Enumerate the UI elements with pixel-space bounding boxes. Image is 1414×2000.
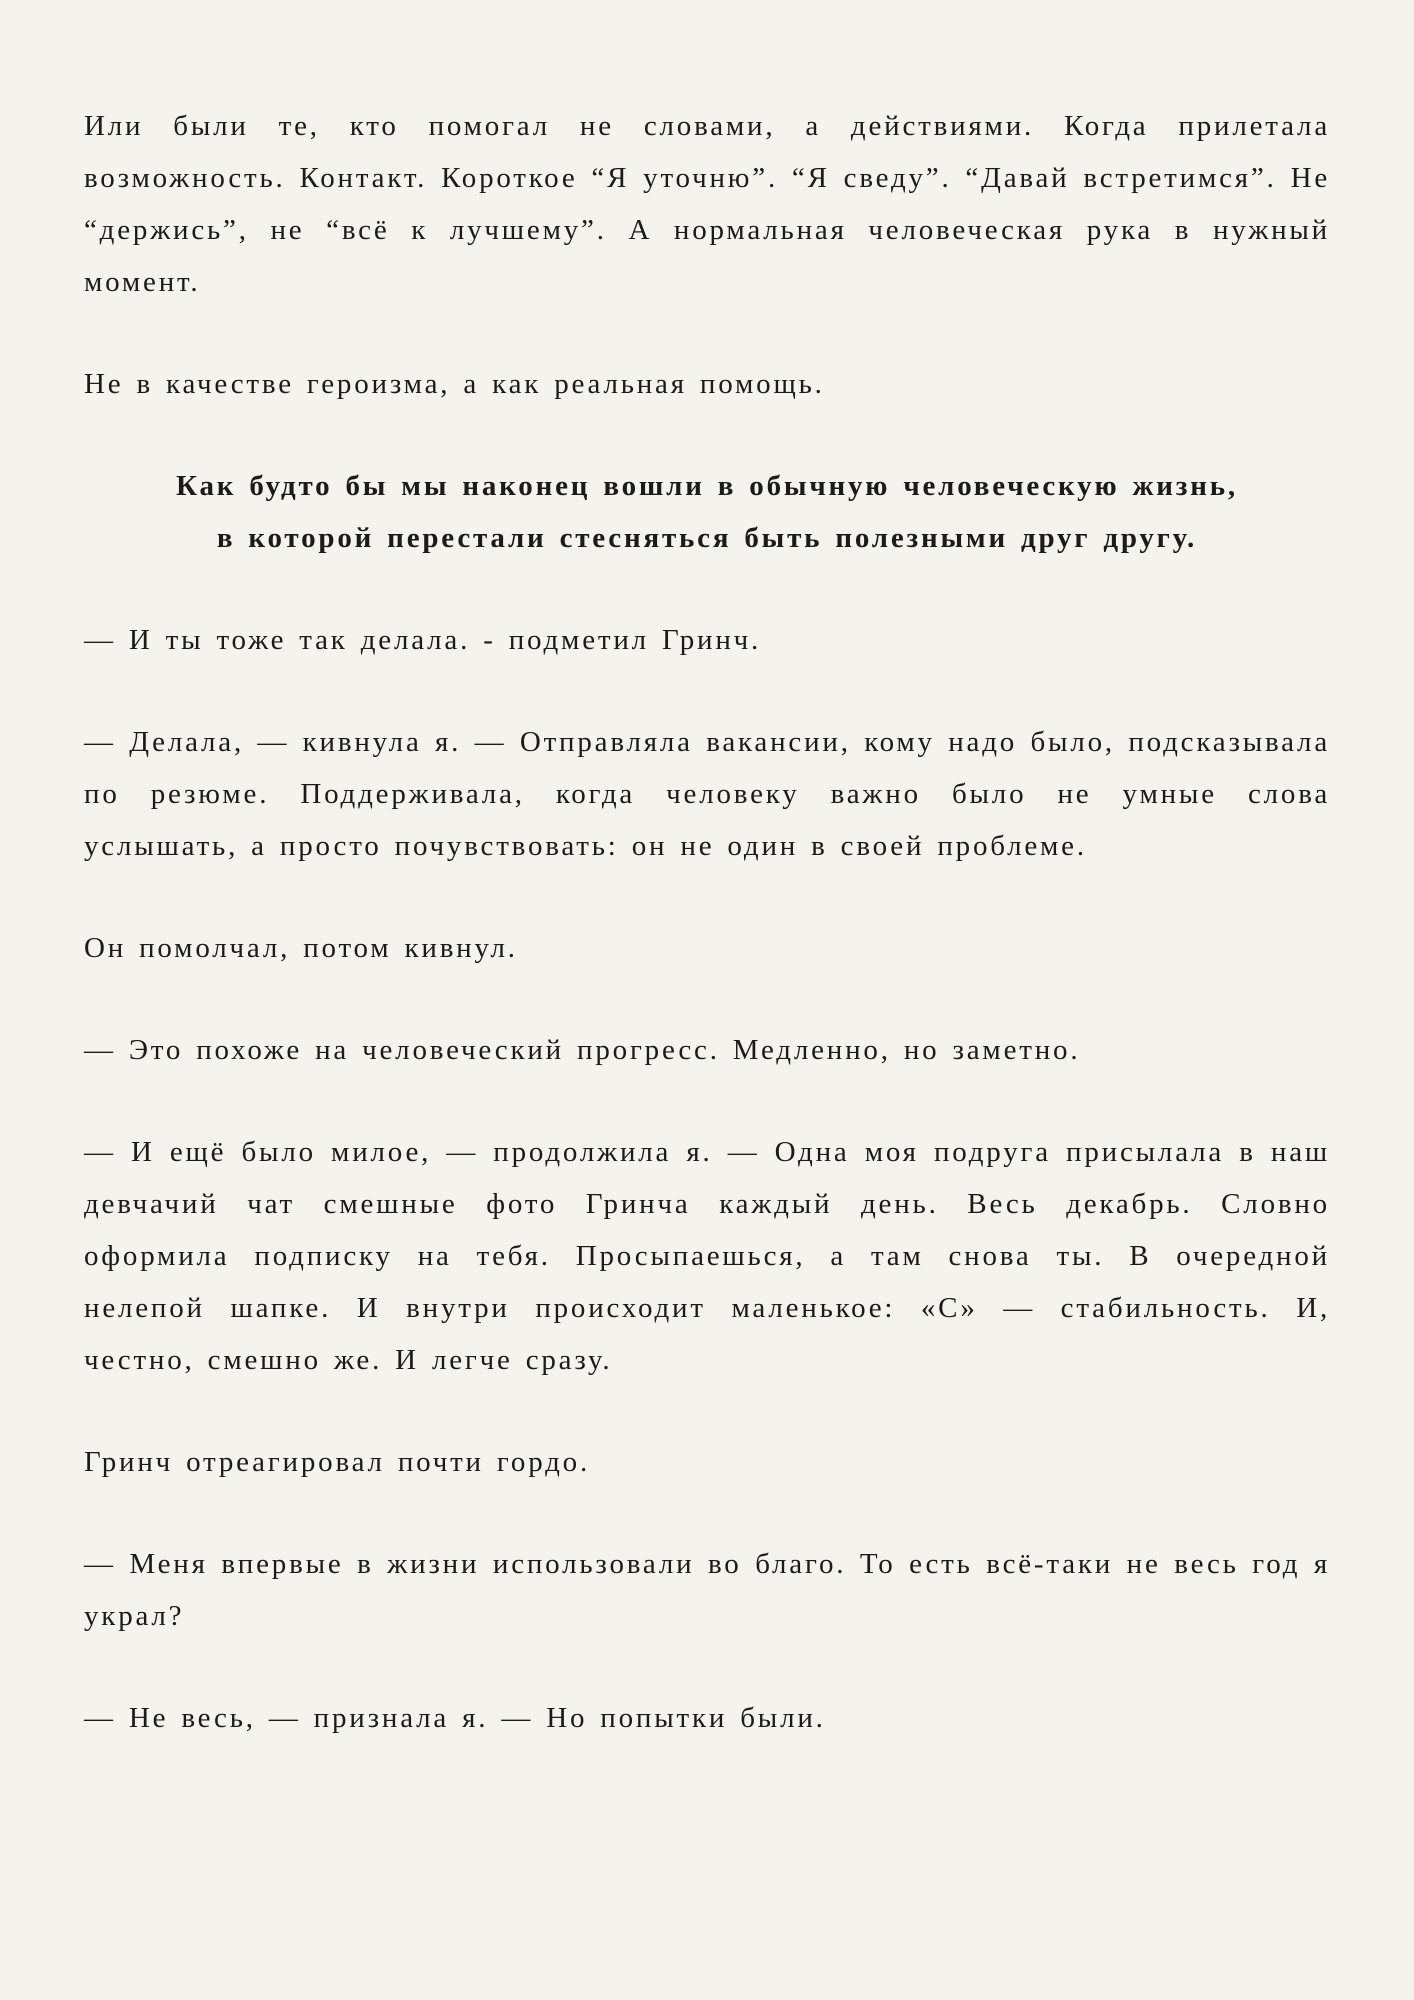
dialogue-narrator-photos-story: — И ещё было милое, — продолжила я. — Одна моя подруга присылала в наш девчачий чат смешные фото Гринча каждый день. Весь декабрь. Словно оформила подписку на тебя. Просыпаешься, а там снова ты. В очередной нелепой шапке. И внутри происходит маленькое: «С» — стабильность. И, честно, смешно же. И легче сразу.	[84, 1136, 1330, 1376]
paragraph-help-by-actions: Или были те, кто помогал не словами, а действиями. Когда прилетала возможность. Контакт. Короткое “Я уточню”. “Я сведу”. “Давай встретимся”. Не “держись”, не “всё к лучшему”. А нормальная человеческая рука в нужный момент.	[84, 110, 1330, 298]
dialogue-grinch-remark: — И ты тоже так делала. - подметил Гринч.	[84, 624, 762, 656]
dialogue-narrator-confirm: — Делала, — кивнула я. — Отправляла вакансии, кому надо было, подсказывала по резюме. Поддерживала, когда человеку важно было не умные слова услышать, а просто почувствовать: он не один в своей проблеме.	[84, 726, 1330, 862]
emphasis-heading-line-2: в которой перестали стесняться быть полезными друг другу.	[216, 522, 1198, 554]
dialogue-grinch-progress: — Это похоже на человеческий прогресс. Медленно, но заметно.	[84, 1034, 1081, 1066]
paragraph-real-help: Не в качестве героизма, а как реальная помощь.	[84, 368, 825, 400]
emphasis-heading	[84, 460, 1330, 564]
emphasis-heading-line-1: Как будто бы мы наконец вошли в обычную человеческую жизнь,	[176, 470, 1238, 502]
dialogue-grinch-used-for-good: — Меня впервые в жизни использовали во благо. То есть всё-таки не весь год я украл?	[84, 1548, 1330, 1632]
narration-he-nodded: Он помолчал, потом кивнул.	[84, 932, 518, 964]
dialogue-narrator-not-all: — Не весь, — признала я. — Но попытки были.	[84, 1702, 826, 1734]
narration-grinch-proud: Гринч отреагировал почти гордо.	[84, 1446, 591, 1478]
